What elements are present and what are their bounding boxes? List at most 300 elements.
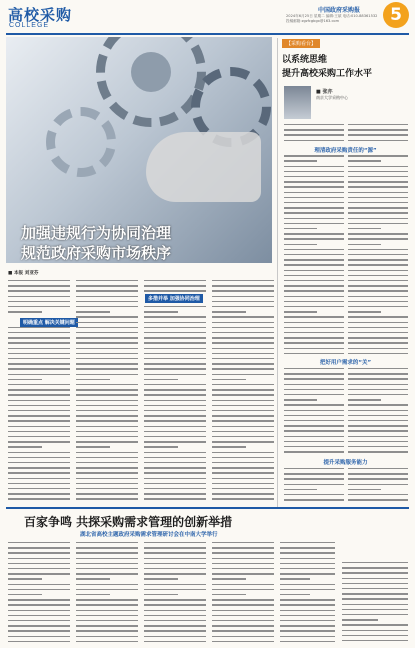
text-line xyxy=(8,478,70,479)
text-line xyxy=(342,640,408,641)
text-line xyxy=(280,542,335,543)
text-line xyxy=(8,589,70,590)
text-line xyxy=(8,389,70,390)
text-line xyxy=(212,415,274,416)
text-line xyxy=(348,415,408,416)
text-line xyxy=(212,358,274,359)
text-line xyxy=(144,604,206,605)
text-line xyxy=(212,594,246,595)
text-line xyxy=(348,129,408,130)
text-line xyxy=(342,624,408,625)
text-line xyxy=(8,446,42,447)
text-line xyxy=(212,384,274,385)
text-line xyxy=(348,430,408,431)
text-line xyxy=(8,462,70,463)
text-line xyxy=(348,373,408,374)
hand-graphic xyxy=(146,132,261,202)
text-line xyxy=(284,228,317,229)
text-line xyxy=(348,327,408,328)
column-tag: 【采购看台】 xyxy=(282,39,320,48)
text-line xyxy=(284,404,344,405)
text-line xyxy=(280,599,335,600)
text-line xyxy=(76,498,138,499)
text-line xyxy=(8,498,70,499)
text-line xyxy=(76,488,138,489)
text-line xyxy=(144,636,206,637)
text-line xyxy=(8,584,70,585)
text-line xyxy=(348,342,408,343)
text-line xyxy=(144,446,178,447)
section-en-label: COLLEGE xyxy=(9,22,50,29)
text-line xyxy=(280,584,335,585)
text-line xyxy=(280,594,310,595)
text-line xyxy=(212,625,274,626)
text-line xyxy=(8,290,70,291)
text-line xyxy=(348,384,408,385)
text-line xyxy=(144,342,206,343)
hero-title-line2: 规范政府采购市场秩序 xyxy=(21,244,172,262)
text-line xyxy=(144,467,206,468)
column-author: ■ 张亦 xyxy=(316,89,333,95)
text-line xyxy=(348,254,408,255)
text-line xyxy=(76,322,138,323)
text-line xyxy=(8,348,70,349)
text-line xyxy=(348,311,381,312)
text-line xyxy=(76,358,138,359)
text-line xyxy=(348,394,408,395)
page-number-badge: 5 xyxy=(383,2,409,28)
text-line xyxy=(76,327,138,328)
text-line xyxy=(212,426,274,427)
text-line xyxy=(348,410,408,411)
text-line xyxy=(284,285,344,286)
text-line xyxy=(284,254,344,255)
text-line xyxy=(284,249,344,250)
text-line xyxy=(8,467,70,468)
text-line xyxy=(144,316,206,317)
hero-image xyxy=(6,37,272,263)
text-line xyxy=(284,353,344,354)
text-line xyxy=(280,547,335,548)
text-line xyxy=(280,615,335,616)
text-line xyxy=(144,457,206,458)
text-line xyxy=(144,358,206,359)
text-line xyxy=(8,436,70,437)
text-line xyxy=(144,488,206,489)
text-line xyxy=(144,337,206,338)
text-line xyxy=(348,441,408,442)
text-line xyxy=(144,384,206,385)
column-subhead: 理清政府采购责任的“源” xyxy=(314,148,377,154)
text-line xyxy=(8,426,70,427)
text-line xyxy=(348,378,408,379)
text-line xyxy=(144,374,206,375)
text-line xyxy=(284,192,344,193)
text-line xyxy=(284,494,344,495)
text-line xyxy=(144,436,206,437)
text-line xyxy=(8,306,70,307)
text-line xyxy=(284,473,344,474)
text-line xyxy=(76,353,138,354)
text-line xyxy=(348,322,408,323)
text-line xyxy=(76,431,138,432)
text-line xyxy=(348,166,408,167)
text-line xyxy=(8,547,70,548)
text-line xyxy=(144,589,206,590)
text-line xyxy=(348,296,408,297)
text-line xyxy=(212,420,274,421)
text-line xyxy=(284,425,344,426)
text-line xyxy=(284,270,344,271)
text-line xyxy=(284,275,344,276)
text-line xyxy=(8,610,70,611)
text-line xyxy=(8,563,70,564)
text-line xyxy=(144,620,206,621)
text-line xyxy=(212,563,274,564)
text-line xyxy=(76,410,138,411)
byline: ■ 本报 刘亚芬 xyxy=(8,271,39,276)
text-line xyxy=(284,499,344,500)
text-line xyxy=(76,478,138,479)
text-line xyxy=(284,259,344,260)
text-line xyxy=(8,301,70,302)
text-line xyxy=(212,467,274,468)
text-line xyxy=(144,578,178,579)
text-line xyxy=(348,155,408,156)
text-line xyxy=(212,558,274,559)
text-line xyxy=(348,425,408,426)
text-line xyxy=(284,332,344,333)
text-line xyxy=(144,280,206,281)
text-line xyxy=(8,472,70,473)
text-line xyxy=(280,630,335,631)
text-line xyxy=(284,322,344,323)
text-line xyxy=(76,368,138,369)
text-line xyxy=(212,353,274,354)
text-line xyxy=(76,589,138,590)
text-line xyxy=(144,615,206,616)
text-line xyxy=(348,404,408,405)
bottom-rule xyxy=(6,507,409,509)
text-line xyxy=(144,594,178,595)
column-divider xyxy=(277,38,278,508)
text-line xyxy=(212,379,246,380)
text-line xyxy=(212,589,274,590)
text-line xyxy=(144,353,206,354)
text-line xyxy=(342,588,408,589)
text-line xyxy=(144,563,206,564)
text-line xyxy=(212,348,274,349)
text-line xyxy=(76,467,138,468)
text-line xyxy=(212,363,274,364)
text-line xyxy=(76,441,138,442)
text-line xyxy=(76,405,138,406)
text-line xyxy=(212,498,274,499)
text-line xyxy=(212,441,274,442)
text-line xyxy=(348,218,408,219)
text-line xyxy=(212,457,274,458)
text-line xyxy=(212,547,274,548)
text-line xyxy=(76,568,138,569)
text-line xyxy=(348,420,408,421)
text-line xyxy=(342,562,408,563)
text-line xyxy=(212,641,274,642)
text-line xyxy=(284,446,344,447)
text-line xyxy=(76,285,138,286)
column-title-line1: 以系统思维 xyxy=(282,55,328,65)
text-line xyxy=(8,374,70,375)
article-subhead: 多措并举 加强协同治理 xyxy=(145,294,203,303)
text-line xyxy=(284,430,344,431)
text-line xyxy=(212,483,274,484)
text-line xyxy=(8,337,70,338)
text-line xyxy=(212,568,274,569)
text-line xyxy=(212,374,274,375)
text-line xyxy=(348,140,408,141)
gear-graphic xyxy=(46,107,116,177)
text-line xyxy=(348,249,408,250)
text-line xyxy=(348,494,408,495)
author-portrait xyxy=(284,86,311,119)
text-line xyxy=(284,436,344,437)
text-line xyxy=(8,558,70,559)
article-subhead: 明确重点 解决关键问题 xyxy=(20,318,78,327)
text-line xyxy=(284,399,317,400)
text-line xyxy=(144,542,206,543)
text-line xyxy=(76,337,138,338)
text-line xyxy=(144,431,206,432)
text-line xyxy=(76,604,138,605)
text-line xyxy=(144,394,206,395)
text-line xyxy=(212,296,274,297)
text-line xyxy=(212,436,274,437)
text-line xyxy=(8,420,70,421)
text-line xyxy=(284,478,344,479)
text-line xyxy=(76,457,138,458)
text-line xyxy=(212,488,274,489)
text-line xyxy=(8,405,70,406)
text-line xyxy=(212,578,246,579)
text-line xyxy=(8,384,70,385)
paper-name: 中国政府采购报 xyxy=(318,7,361,14)
text-line xyxy=(280,641,335,642)
text-line xyxy=(76,620,138,621)
text-line xyxy=(348,233,408,234)
text-line xyxy=(144,547,206,548)
text-line xyxy=(8,368,70,369)
text-line xyxy=(8,457,70,458)
text-line xyxy=(144,610,206,611)
text-line xyxy=(212,610,274,611)
text-line xyxy=(8,415,70,416)
text-line xyxy=(144,625,206,626)
text-line xyxy=(342,593,408,594)
text-line xyxy=(76,394,138,395)
text-line xyxy=(76,384,138,385)
text-line xyxy=(8,452,70,453)
text-line xyxy=(76,641,138,642)
bottom-article-subtitle: 湖北省高校主题政府采购需求管理研讨会在中南大学举行 xyxy=(80,532,218,538)
text-line xyxy=(76,436,138,437)
text-line xyxy=(76,472,138,473)
text-line xyxy=(342,567,408,568)
text-line xyxy=(284,441,344,442)
text-line xyxy=(284,290,344,291)
text-line xyxy=(212,400,274,401)
text-line xyxy=(212,368,274,369)
text-line xyxy=(76,625,138,626)
text-line xyxy=(348,134,408,135)
text-line xyxy=(348,181,408,182)
text-line xyxy=(8,342,70,343)
text-line xyxy=(212,584,274,585)
text-line xyxy=(8,410,70,411)
text-line xyxy=(284,389,344,390)
text-line xyxy=(212,604,274,605)
text-line xyxy=(212,452,274,453)
header-rule xyxy=(6,33,409,35)
text-line xyxy=(8,573,70,574)
text-line xyxy=(144,599,206,600)
text-line xyxy=(348,301,408,302)
text-line xyxy=(76,558,138,559)
text-line xyxy=(144,558,206,559)
text-line xyxy=(342,635,408,636)
text-line xyxy=(348,176,408,177)
text-line xyxy=(284,223,344,224)
text-line xyxy=(280,620,335,621)
text-line xyxy=(284,166,344,167)
text-line xyxy=(284,410,344,411)
text-line xyxy=(284,124,344,125)
text-line xyxy=(212,327,274,328)
text-line xyxy=(212,615,274,616)
bottom-article-title: 百家争鸣 共探采购需求管理的创新举措 xyxy=(24,515,233,529)
text-line xyxy=(212,301,274,302)
text-line xyxy=(8,615,70,616)
text-line xyxy=(284,378,344,379)
text-line xyxy=(342,630,408,631)
text-line xyxy=(284,489,317,490)
text-line xyxy=(348,306,408,307)
text-line xyxy=(76,420,138,421)
section-title: 高校采购 xyxy=(8,6,73,24)
text-line xyxy=(284,181,344,182)
text-line xyxy=(284,484,344,485)
text-line xyxy=(280,636,335,637)
text-line xyxy=(76,301,138,302)
text-line xyxy=(348,264,408,265)
text-line xyxy=(284,171,344,172)
text-line xyxy=(76,573,138,574)
text-line xyxy=(348,275,408,276)
text-line xyxy=(212,636,274,637)
text-line xyxy=(284,296,344,297)
text-line xyxy=(348,290,408,291)
text-line xyxy=(280,625,335,626)
text-line xyxy=(212,630,274,631)
text-line xyxy=(144,483,206,484)
text-line xyxy=(348,473,408,474)
text-line xyxy=(8,483,70,484)
text-line xyxy=(76,630,138,631)
text-line xyxy=(212,290,274,291)
issue-meta: 2024年6月25日 星期二 编辑:王斌 电话:010-88361532 投稿邮箱:zgzfcgbgx@163.com xyxy=(286,14,378,23)
text-line xyxy=(76,599,138,600)
column-subhead: 提升采购服务能力 xyxy=(323,460,368,466)
text-line xyxy=(280,578,310,579)
text-line xyxy=(348,124,408,125)
text-line xyxy=(348,478,408,479)
text-line xyxy=(76,379,110,380)
text-line xyxy=(144,306,206,307)
text-line xyxy=(284,316,344,317)
text-line xyxy=(76,389,138,390)
text-line xyxy=(348,223,408,224)
text-line xyxy=(212,306,274,307)
text-line xyxy=(76,290,138,291)
text-line xyxy=(144,405,206,406)
text-line xyxy=(348,348,408,349)
text-line xyxy=(348,389,408,390)
text-line xyxy=(212,472,274,473)
text-line xyxy=(348,186,408,187)
text-line xyxy=(284,264,344,265)
text-line xyxy=(144,573,206,574)
text-line xyxy=(284,394,344,395)
text-line xyxy=(76,296,138,297)
text-line xyxy=(348,259,408,260)
text-line xyxy=(76,636,138,637)
column-author-title: 南京大学采购中心 xyxy=(316,95,348,100)
text-line xyxy=(8,358,70,359)
text-line xyxy=(144,332,206,333)
gear-hub xyxy=(131,52,171,92)
text-line xyxy=(8,311,42,312)
text-line xyxy=(8,578,42,579)
text-line xyxy=(284,384,344,385)
text-line xyxy=(8,441,70,442)
text-line xyxy=(212,410,274,411)
text-line xyxy=(284,197,344,198)
text-line xyxy=(212,446,246,447)
text-line xyxy=(284,129,344,130)
text-line xyxy=(212,552,274,553)
text-line xyxy=(284,176,344,177)
text-line xyxy=(348,499,408,500)
text-line xyxy=(144,584,206,585)
text-line xyxy=(8,620,70,621)
text-line xyxy=(212,542,274,543)
text-line xyxy=(76,552,138,553)
text-line xyxy=(212,316,274,317)
text-line xyxy=(284,134,344,135)
text-line xyxy=(144,285,206,286)
text-line xyxy=(348,212,408,213)
text-line xyxy=(280,604,335,605)
text-line xyxy=(212,332,274,333)
text-line xyxy=(8,568,70,569)
text-line xyxy=(348,228,381,229)
text-line xyxy=(348,489,381,490)
text-line xyxy=(342,614,408,615)
text-line xyxy=(284,415,344,416)
text-line xyxy=(76,547,138,548)
text-line xyxy=(212,337,274,338)
text-line xyxy=(284,451,344,452)
text-line xyxy=(348,353,408,354)
text-line xyxy=(8,431,70,432)
